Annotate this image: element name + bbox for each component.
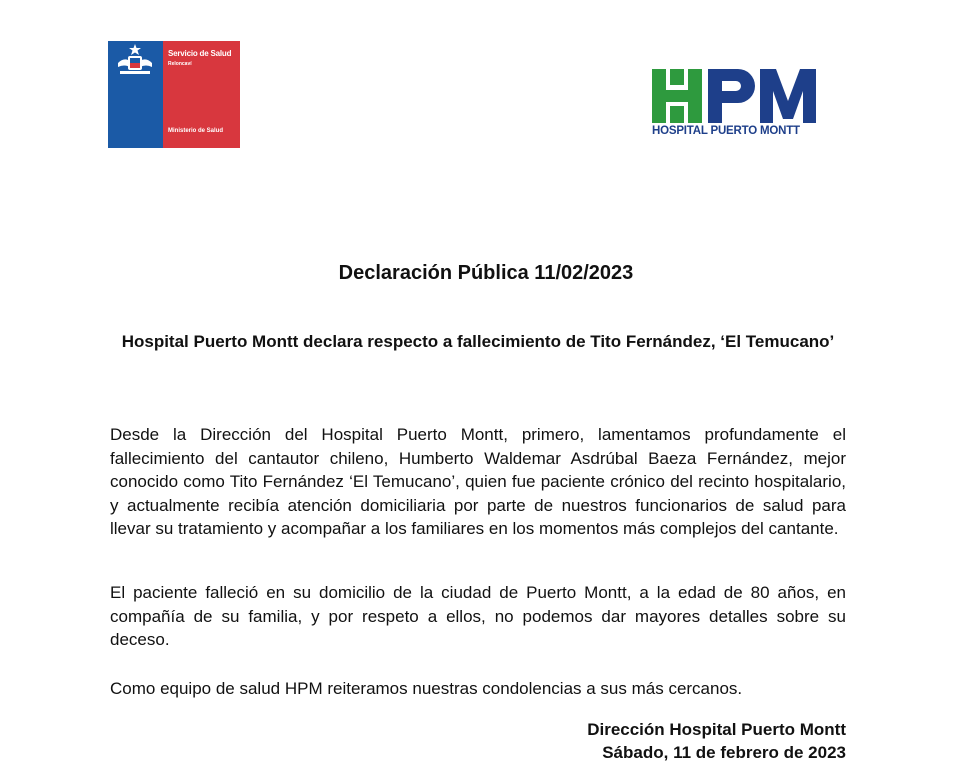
service-sub: Reloncaví	[168, 61, 192, 67]
paragraph-3: Como equipo de salud HPM reiteramos nuestras condolencias a sus más cercanos.	[110, 679, 743, 698]
hpm-mark-icon	[636, 57, 844, 125]
ministerio-salud-logo	[108, 41, 240, 148]
logo-blue-band	[108, 41, 163, 148]
signature: Dirección Hospital Puerto Montt	[587, 720, 846, 739]
paragraph-2: El paciente falleció en su domicilio de la ciudad de Puerto Montt, a la edad de 80 años, en compañía de su familia, y por respeto a ellos, no podemos dar mayores detalles sobre su deceso.	[110, 583, 846, 649]
ministry-name: Ministerio de Salud	[168, 128, 224, 134]
paragraph-1: Desde la Dirección del Hospital Puerto Montt, primero, lamentamos profundamente el fallecimiento del cantautor chileno, Humberto Waldemar Asdrúbal Baeza Fernández, mejor conocido como Tito Fernández ‘El Temucano’, quien fue paciente crónico del recinto hospitalario, y actualmente recibía atención domiciliaria por parte de nuestros funcionarios de salud para llevar su tratamiento y acompañar a los familiares en los momentos más complejos del cantante.	[110, 425, 846, 538]
document-subtitle: Hospital Puerto Montt declara respecto a fallecimiento de Tito Fernández, ‘El Temucano’	[121, 332, 835, 351]
service-name: Servicio de Salud	[168, 49, 232, 58]
hpm-caption: HOSPITAL PUERTO MONTT	[652, 125, 800, 137]
logo-red-band	[163, 41, 240, 148]
document-title: Declaración Pública 11/02/2023	[338, 262, 634, 284]
chile-coat-of-arms-icon	[108, 41, 163, 81]
signature-date: Sábado, 11 de febrero de 2023	[602, 743, 846, 762]
hpm-logo	[636, 57, 844, 147]
